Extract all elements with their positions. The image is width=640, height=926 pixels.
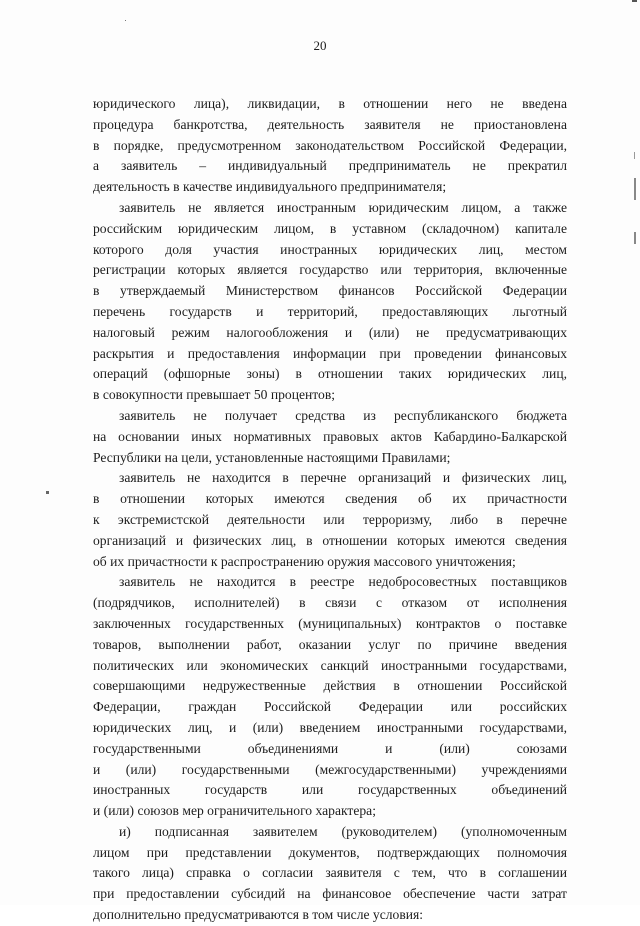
- text-line: к экстремистской деятельности или терроризму, либо в перечне: [93, 511, 567, 527]
- text-line: об их причастности к распространению оружия массового уничтожения;: [93, 553, 516, 569]
- text-line: и (или) союзов мер ограничительного характера;: [93, 803, 376, 819]
- text-line: заявитель не получает средства из республиканского бюджета: [119, 407, 567, 423]
- text-line: дополнительно предусматриваются в том числе условия:: [93, 907, 424, 923]
- text-line: (подрядчиков, исполнителей) в связи с отказом от исполнения: [93, 595, 567, 611]
- text-line: такого лица) справка о согласии заявителя с тем, что в соглашении: [93, 865, 567, 881]
- text-line: заявитель не находится в перечне организаций и физических лиц,: [119, 470, 567, 486]
- scan-mark: [634, 232, 636, 244]
- text-line: в совокупности превышает 50 процентов;: [93, 387, 336, 403]
- text-line: деятельность в качестве индивидуального предпринимателя;: [93, 179, 447, 195]
- paragraph: [93, 406, 567, 468]
- text-line: на основании иных нормативных правовых актов Кабардино-Балкарской: [93, 428, 567, 444]
- paragraph: [93, 822, 567, 926]
- text-line: операций (офшорные зоны) в отношении таких юридических лиц,: [93, 366, 567, 382]
- text-line: заключенных государственных (муниципальных) контрактов о поставке: [93, 615, 567, 631]
- text-line: товаров, выполнении работ, оказании услуг по причине введения: [93, 636, 567, 652]
- paragraph: [93, 94, 567, 198]
- text-line: организаций и физических лиц, в отношении которых имеются сведения: [93, 532, 567, 548]
- text-line: перечень государств и территорий, предоставляющих льготный: [93, 303, 567, 319]
- document-body: [93, 94, 567, 926]
- text-line: процедура банкротства, деятельность заявителя не приостановлена: [93, 116, 567, 132]
- page-number: 20: [313, 38, 327, 53]
- text-line: лицом при представлении документов, подтверждающих полномочия: [93, 844, 567, 860]
- text-line: налоговый режим налогообложения и (или) не предусматривающих: [93, 324, 567, 340]
- paragraph: [93, 198, 567, 406]
- text-line: которого доля участия иностранных юридических лиц, местом: [93, 241, 567, 257]
- text-line: юридических лиц, и (или) введением иностранными государствами,: [93, 719, 567, 735]
- text-line: и) подписанная заявителем (руководителем) (уполномоченным: [119, 823, 567, 839]
- text-line: а заявитель – индивидуальный предприниматель не прекратил: [93, 158, 567, 174]
- text-line: российским юридическим лицом, в уставном (складочном) капитале: [93, 220, 567, 236]
- text-line: заявитель не является иностранным юридическим лицом, а также: [119, 199, 567, 215]
- text-line: при предоставлении субсидий на финансовое обеспечение части затрат: [93, 886, 567, 902]
- paragraph: [93, 572, 567, 822]
- text-line: политических или экономических санкций иностранными государствами,: [93, 657, 567, 673]
- scan-mark: [46, 491, 49, 494]
- text-line: и (или) государственными (межгосударственными) учреждениями: [93, 761, 567, 777]
- text-line: в порядке, предусмотренном законодательством Российской Федерации,: [93, 137, 567, 153]
- text-line: заявитель не находится в реестре недобросовестных поставщиков: [119, 574, 567, 590]
- text-line: Федерации, граждан Российской Федерации или российских: [93, 699, 567, 715]
- text-line: Республики на цели, установленные настоящими Правилами;: [93, 449, 451, 465]
- text-line: в утверждаемый Министерством финансов Российской Федерации: [93, 283, 567, 299]
- scan-mark: [634, 178, 636, 200]
- text-line: юридического лица), ликвидации, в отношении него не введена: [93, 96, 567, 111]
- paragraph: [93, 468, 567, 572]
- scan-mark: [125, 20, 126, 21]
- text-line: иностранных государств или государственных объединений: [93, 782, 567, 798]
- text-line: регистрации которых является государство или территория, включенные: [93, 262, 567, 278]
- text-line: раскрытия и предоставления информации при проведении финансовых: [93, 345, 567, 361]
- scan-mark: [634, 152, 635, 159]
- text-line: государственными объединениями и (или) союзами: [93, 740, 567, 756]
- scan-mark: [632, 0, 637, 2]
- text-line: в отношении которых имеются сведения об их причастности: [93, 491, 567, 507]
- text-line: совершающими недружественные действия в отношении Российской: [93, 678, 567, 694]
